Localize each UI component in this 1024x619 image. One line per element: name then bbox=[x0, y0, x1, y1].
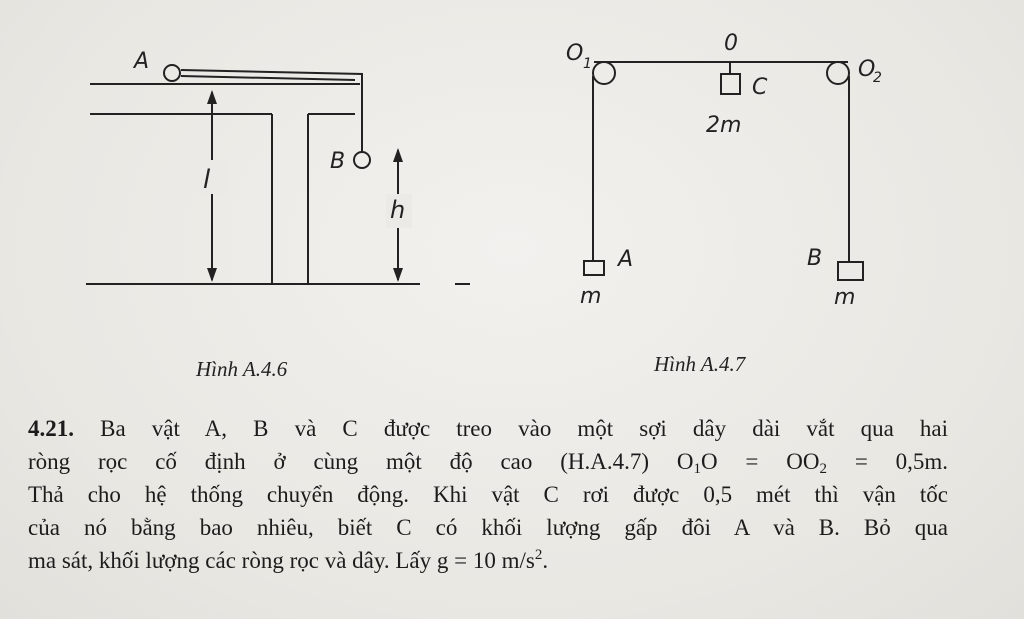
mass-c bbox=[721, 74, 740, 94]
label-l: l bbox=[203, 165, 211, 195]
label-o1: O bbox=[566, 41, 584, 66]
exponent: 2 bbox=[534, 547, 543, 563]
caption-a46: Hình A.4.6 bbox=[196, 357, 288, 381]
problem-text bbox=[28, 412, 948, 577]
mass-a-box bbox=[584, 261, 604, 275]
pulley-o1 bbox=[593, 62, 615, 84]
label-o2-sub: 2 bbox=[873, 70, 882, 86]
problem-line-1-text: Ba vật A, B và C được treo vào một sợi dây dài vắt qua hai bbox=[100, 416, 949, 441]
problem-number: 4.21. bbox=[28, 416, 74, 441]
label-o2: O bbox=[858, 57, 876, 82]
label-m-a: m bbox=[580, 284, 602, 309]
pulley-o2 bbox=[827, 62, 849, 84]
caption-a47: Hình A.4.7 bbox=[654, 352, 746, 376]
problem-line-2 bbox=[28, 445, 948, 478]
eq-end: = 0,5m. bbox=[854, 449, 949, 474]
label-a: A bbox=[134, 49, 150, 74]
label-a-right: A bbox=[618, 247, 634, 272]
eq-mid: O = OO bbox=[700, 449, 820, 474]
problem-line-4: của nó bằng bao nhiêu, biết C có khối lượng gấp đôi A và B. Bỏ qua bbox=[28, 515, 948, 540]
label-o: 0 bbox=[724, 31, 738, 56]
problem-line-5 bbox=[28, 544, 948, 577]
label-m-b: m bbox=[834, 285, 856, 310]
eq-sub2: 2 bbox=[819, 461, 827, 477]
problem-line-5-text: ma sát, khối lượng các ròng rọc và dây. Lấy g = 10 m/s bbox=[28, 548, 535, 573]
problem-line-1 bbox=[28, 412, 948, 445]
label-c: C bbox=[752, 75, 768, 100]
label-b-right: B bbox=[807, 246, 823, 271]
mass-b-box bbox=[838, 262, 863, 280]
label-2m: 2m bbox=[706, 113, 742, 138]
eq-sub1: 1 bbox=[693, 461, 701, 477]
label-b: B bbox=[330, 149, 346, 174]
problem-line-5-end: . bbox=[542, 548, 549, 573]
eq-o1: O bbox=[676, 449, 694, 474]
problem-line-3: Thả cho hệ thống chuyển động. Khi vật C rơi được 0,5 mét thì vận tốc bbox=[28, 482, 948, 507]
label-h: h bbox=[390, 196, 406, 224]
problem-line-2-text: ròng rọc cố định ở cùng một độ cao (H.A.4.7) bbox=[28, 449, 650, 474]
label-o1-sub: 1 bbox=[583, 56, 592, 72]
